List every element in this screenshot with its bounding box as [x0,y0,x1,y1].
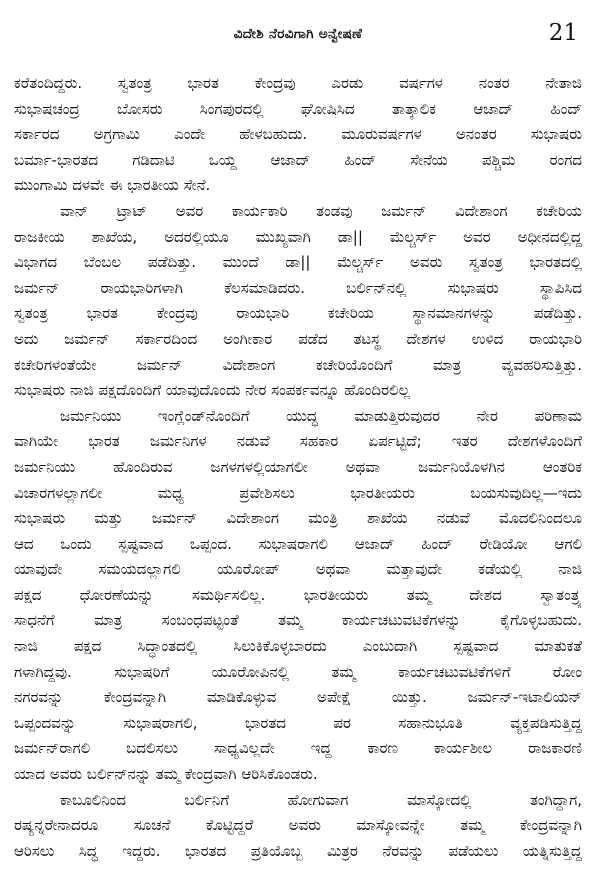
text-line: ಜರ್ಮನ್ ರಾಯಭಾರಿಗಳಾಗಿ ಕೆಲಸಮಾಡಿದರು. ಬರ್ಲಿನ್‌ನಲ್ಲಿ ಸುಭಾಷರು ಸ್ಥಾಪಿಸಿದ [14,278,582,297]
text-line: ಅದು ಜರ್ಮನ್ ಸರ್ಕಾರದಿಂದ ಅಂಗೀಕಾರ ಪಡೆದ ತಟಸ್ಥ ದೇಶಗಳ ಉಳಿದ ರಾಯಭಾರಿ [14,329,582,348]
text-line: ನಾಜಿ ಪಕ್ಷದ ಸಿದ್ಧಾಂತದಲ್ಲಿ ಸಿಲುಕಿಕೊಳ್ಳಬಾರದು ಎಂಬುದಾಗಿ ಸ್ಪಷ್ಟವಾದ ಮಾತುಕತೆ [14,637,582,656]
page-number: 21 [548,20,578,46]
text-line: ಸುಭಾಷರು ನಾಜಿ ಪಕ್ಷದೊಂದಿಗೆ ಯಾವುದೊಂದು ನೇರ ಸಂಪರ್ಕವನ್ನೂ ಹೊಂದಿರಲಿಲ್ಲ [14,381,411,400]
page-header [14,12,582,52]
text-line: ಸಾಧನೆಗೆ ಮಾತ್ರ ಸಂಬಂಧಪಟ್ಟಂತೆ ತಮ್ಮ ಕಾರ್ಯಚಟುವಟಿಕೆಗಳನ್ನು ಕೈಗೊಳ್ಳಬಹುದು. [14,611,582,630]
running-title: ವಿದೇಶಿ ನೆರವಿಗಾಗಿ ಅನ್ವೇಷಣೆ [233,26,363,42]
text-line: ಕಚೇರಿಗಳಂತೆಯೇ ಜರ್ಮನ್ ವಿದೇಶಾಂಗ ಕಚೇರಿಯೊಂದಿಗೆ ಮಾತ್ರ ವ್ಯವಹರಿಸುತ್ತಿತ್ತು. [14,355,582,374]
text-line: ಮುಂಗಾಮಿ ದಳವೇ ಈ ಭಾರತೀಯ ಸೇನೆ. [14,176,211,195]
paragraph-start-line: ಕಾಬೂಲಿನಿಂದ ಬರ್ಲಿನಿಗೆ ಹೋಗುವಾಗ ಮಾಸ್ಕೋದಲ್ಲಿ ತಂಗಿದ್ದಾಗ, [60,790,582,809]
text-line: ವಿಚಾರಗಳಲ್ಲಾಗಲೀ ಮಧ್ಯ ಪ್ರವೇಶಿಸಲು ಭಾರತೀಯರು ಬಯಸುವುದಿಲ್ಲ—ಇದು [14,483,582,502]
body-text [14,71,582,864]
text-line: ಸರ್ಕಾರದ ಅಗ್ರಗಾಮಿ ಎಂದೇ ಹೇಳಬಹುದು. ಮೂರುವರ್ಷಗಳ ಅನಂತರ ಸುಭಾಷರು [14,125,582,144]
text-line: ಯಾವುದೇ ಸಮಯದಲ್ಲಾಗಲಿ ಯೂರೋಪ್ ಅಥವಾ ಮತ್ತಾವುದೇ ಕಡೆಯಲ್ಲಿ ನಾಜಿ [14,560,582,579]
text-line: ಸುಭಾಷಚಂದ್ರ ಬೋಸರು ಸಿಂಗಪುರದಲ್ಲಿ ಘೋಷಿಸಿದ ತಾತ್ಕಾಲಿಕ ಆಜಾದ್ ಹಿಂದ್ [14,99,582,118]
text-line: ರಾಜಕೀಯ ಶಾಖೆಯ, ಅದರಲ್ಲಿಯೂ ಮುಖ್ಯವಾಗಿ ಡಾ|| ಮೆಲ್ಚರ್ಸ್ ಅವರ ಅಧೀನದಲ್ಲಿದ್ದ [14,227,582,246]
text-line: ಸ್ವತಂತ್ರ ಭಾರತ ಕೇಂದ್ರವು ರಾಯಭಾರಿ ಕಚೇರಿಯ ಸ್ಥಾನಮಾನಗಳನ್ನು ಪಡೆದಿತ್ತು. [14,304,582,323]
text-line: ಆರಿಸಲು ಸಿದ್ಧ ಇದ್ದರು. ಭಾರತದ ಪ್ರತಿಯೊಬ್ಬ ಮಿತ್ರರ ನೆರವನ್ನು ಪಡೆಯಲು ಯತ್ನಿಸುತ್ತಿದ್ದ [14,841,582,860]
paragraph-start-line: ವಾನ್ ಟ್ರಾಟ್ ಅವರ ಕಾರ್ಯಕಾರಿ ತಂಡವು ಜರ್ಮನ್ ವಿದೇಶಾಂಗ ಕಚೇರಿಯ [60,201,582,220]
text-line: ವಿಭಾಗದ ಬೆಂಬಲ ಪಡೆದಿತ್ತು. ಮುಂದೆ ಡಾ|| ಮೆಲ್ಚರ್ಸ್ ಅವರು ಸ್ವತಂತ್ರ ಭಾರತದಲ್ಲಿ [14,253,582,272]
text-line: ವಾಗಿಯೇ ಭಾರತ ಜರ್ಮನಿಗಳ ನಡುವೆ ಸಹಕಾರ ಏರ್ಪಟ್ಟಿದೆ; ಇತರ ದೇಶಗಳೊಂದಿಗೆ [14,432,582,451]
text-line: ಪಕ್ಷದ ಧೋರಣೆಯನ್ನು ಸಮರ್ಥಿಸಲಿಲ್ಲ. ಭಾರತೀಯರು ತಮ್ಮ ದೇಶದ ಸ್ವಾತಂತ್ರ್ಯ [14,585,582,604]
text-line: ಒಪ್ಪಂದವನ್ನು ಸುಭಾಷರಾಗಲಿ, ಭಾರತದ ಪರ ಸಹಾನುಭೂತಿ ವ್ಯಕ್ತಪಡಿಸುತ್ತಿದ್ದ [14,713,582,732]
text-line: ಆದ ಒಂದು ಸ್ಪಷ್ಟವಾದ ಒಪ್ಪಂದ. ಸುಭಾಷರಾಗಲಿ ಆಜಾದ್ ಹಿಂದ್ ರೇಡಿಯೋ ಆಗಲಿ [14,534,582,553]
text-line: ಕರೆತಂದಿದ್ದರು. ಸ್ವತಂತ್ರ ಭಾರತ ಕೇಂದ್ರವು ಎರಡು ವರ್ಷಗಳ ನಂತರ ನೇತಾಜಿ [14,74,582,92]
text-line: ರಷ್ಯನ್ನರೇನಾದರೂ ಸೂಚನೆ ಕೊಟ್ಟಿದ್ದರೆ ಅವರು ಮಾಸ್ಕೋವನ್ನೇ ತಮ್ಮ ಕೇಂದ್ರವನ್ನಾಗಿ [14,816,582,835]
text-line: ಗಳಾಗಿದ್ದವು. ಸುಭಾಷರಿಗೆ ಯೂರೋಪಿನಲ್ಲಿ ತಮ್ಮ ಕಾರ್ಯಚಟುವಟಿಕೆಗಳಿಗೆ ರೋಂ [14,662,582,681]
text-line: ಯಾದ ಅವರು ಬರ್ಲಿನ್‌ನನ್ನು ತಮ್ಮ ಕೇಂದ್ರವಾಗಿ ಆರಿಸಿಕೊಂಡರು. [14,765,318,784]
text-line: ಜರ್ಮನಿಯು ಹೊಂದಿರುವ ಜಗಳಗಳಲ್ಲಿಯಾಗಲೀ ಅಥವಾ ಜರ್ಮನಿಯೊಳಗಿನ ಆಂತರಿಕ [14,457,582,476]
text-line: ಸುಭಾಷರು ಮತ್ತು ಜರ್ಮನ್ ವಿದೇಶಾಂಗ ಮಂತ್ರಿ ಶಾಖೆಯ ನಡುವೆ ಮೊದಲಿನಿಂದಲೂ [14,509,582,528]
text-line: ಜರ್ಮನ್‌ರಾಗಲಿ ಬದಲಿಸಲು ಸಾಧ್ಯವಿಲ್ಲದೇ ಇದ್ದ ಕಾರಣ ಕಾರ್ಯಶೀಲ ರಾಜಕಾರಣಿ [14,739,582,758]
text-line: ನಗರವನ್ನು ಕೇಂದ್ರವನ್ನಾಗಿ ಮಾಡಿಕೊಳ್ಳುವ ಅಪೇಕ್ಷೆ ಯಿತ್ತು. ಜರ್ಮನ್-ಇಟಾಲಿಯನ್ [14,688,582,707]
paragraph-start-line: ಜರ್ಮನಿಯು ಇಂಗ್ಲೆಂಡ್‌ನೊಂದಿಗೆ ಯುದ್ಧ ಮಾಡುತ್ತಿರುವುದರ ನೇರ ಪರಿಣಾಮ [60,406,582,425]
text-line: ಬರ್ಮಾ-ಭಾರತದ ಗಡಿದಾಟಿ ಒಯ್ದ ಆಜಾದ್ ಹಿಂದ್ ಸೇನೆಯ ಪಶ್ಚಿಮ ರಂಗದ [14,150,582,169]
